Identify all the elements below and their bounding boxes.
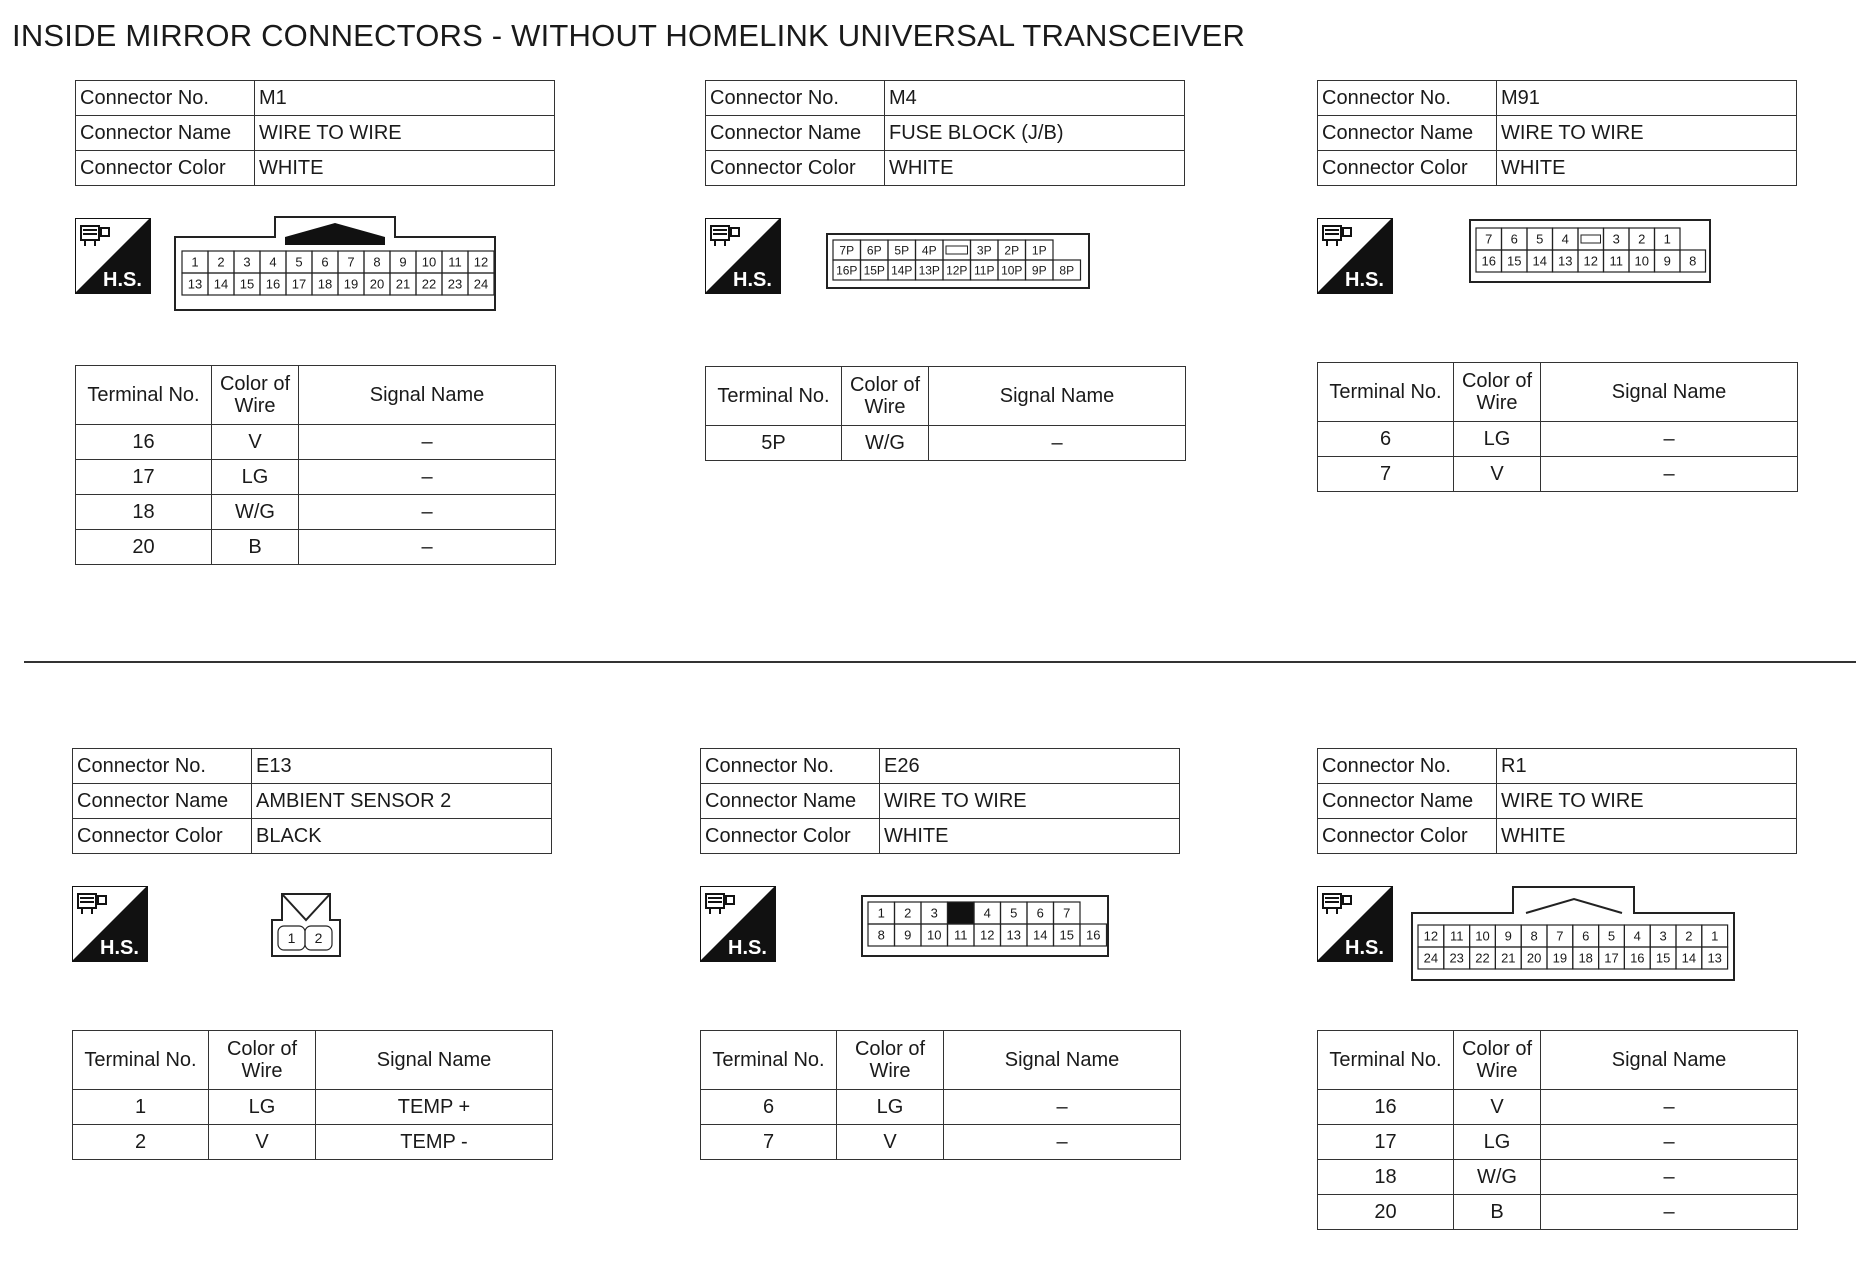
terminal-table-e13 xyxy=(72,1030,553,1160)
signal-name-cell: – xyxy=(299,530,556,565)
terminal-no-cell: 6 xyxy=(1318,422,1454,457)
terminal-no-cell: 18 xyxy=(76,495,212,530)
connector-pin-label: 8 xyxy=(877,927,885,943)
wire-color-cell: V xyxy=(209,1125,316,1160)
hs-label: H.S. xyxy=(728,937,767,959)
harness-side-icon xyxy=(72,886,148,962)
connector-pin-label: 15P xyxy=(863,263,885,278)
connector-pin-label: 10P xyxy=(1001,263,1023,278)
connector-color-value: WHITE xyxy=(880,819,1180,854)
connector-name-label: Connector Name xyxy=(706,116,885,151)
connector-info-m91 xyxy=(1317,80,1797,186)
connector-pin-label: 12 xyxy=(1423,928,1439,944)
terminal-row xyxy=(73,1125,553,1160)
connector-pin-label: 7 xyxy=(347,254,355,270)
signal-name-cell: – xyxy=(299,425,556,460)
connector-pin-label: 12P xyxy=(946,263,968,278)
connector-pin-label: 12 xyxy=(473,254,489,270)
connector-info-e26 xyxy=(700,748,1180,854)
harness-side-icon xyxy=(75,218,151,294)
connector-pin-label: 24 xyxy=(473,276,489,292)
connector-pin-label: 13P xyxy=(918,263,940,278)
signal-name-cell: – xyxy=(1541,457,1798,492)
hs-label: H.S. xyxy=(1345,269,1384,291)
connector-pin-label: 8 xyxy=(1530,928,1538,944)
signal-name-header: Signal Name xyxy=(929,367,1186,426)
terminal-row xyxy=(76,460,556,495)
terminal-row xyxy=(76,495,556,530)
connector-name-value: WIRE TO WIRE xyxy=(880,784,1180,819)
hs-label: H.S. xyxy=(100,937,139,959)
connector-pin-label: 7P xyxy=(839,243,855,258)
signal-name-cell: – xyxy=(299,460,556,495)
signal-name-cell: TEMP - xyxy=(316,1125,553,1160)
connector-no-label: Connector No. xyxy=(73,749,252,784)
connector-pin-label: 12 xyxy=(980,927,995,943)
terminal-row xyxy=(706,426,1186,461)
terminal-no-header: Terminal No. xyxy=(76,366,212,425)
connector-pin-label: 2 xyxy=(904,905,912,921)
connector-pin-label: 19 xyxy=(1552,950,1568,966)
connector-pin-label: 5P xyxy=(894,243,910,258)
signal-name-header: Signal Name xyxy=(316,1031,553,1090)
connector-name-value: WIRE TO WIRE xyxy=(1497,784,1797,819)
connector-color-label: Connector Color xyxy=(1318,151,1497,186)
connector-pin-label: 2 xyxy=(1685,928,1693,944)
terminal-table-m4 xyxy=(705,366,1186,461)
connector-pin-label: 4P xyxy=(921,243,937,258)
connector-pin-label: 15 xyxy=(239,276,255,292)
harness-side-icon xyxy=(705,218,781,294)
wire-color-cell: LG xyxy=(837,1090,944,1125)
connector-pin-label: 12 xyxy=(1583,253,1598,269)
terminal-no-cell: 20 xyxy=(1318,1195,1454,1230)
terminal-no-cell: 2 xyxy=(73,1125,209,1160)
terminal-row xyxy=(1318,457,1798,492)
connector-color-value: WHITE xyxy=(1497,151,1797,186)
connector-pin-label: 3 xyxy=(1612,231,1620,247)
connector-pin-label: 13 xyxy=(187,276,203,292)
connector-pin-label: 1 xyxy=(877,905,885,921)
wire-color-header: Color of Wire xyxy=(212,366,299,425)
connector-no-label: Connector No. xyxy=(1318,81,1497,116)
terminal-no-cell: 7 xyxy=(1318,457,1454,492)
connector-color-value: WHITE xyxy=(1497,819,1797,854)
connector-pin-label: 6P xyxy=(866,243,882,258)
page-title: INSIDE MIRROR CONNECTORS - WITHOUT HOMELINK UNIVERSAL TRANSCEIVER xyxy=(12,18,1246,53)
connector-no-value: M91 xyxy=(1497,81,1797,116)
connector-pin-label: 16 xyxy=(1481,253,1496,269)
terminal-table-m1 xyxy=(75,365,556,565)
connector-pin-label: 15 xyxy=(1655,950,1671,966)
signal-name-cell: – xyxy=(1541,1090,1798,1125)
connector-pin-label: 1 xyxy=(191,254,199,270)
connector-pin-label: 4 xyxy=(983,905,991,921)
wire-color-cell: B xyxy=(1454,1195,1541,1230)
connector-key-slot xyxy=(943,240,971,260)
terminal-no-cell: 16 xyxy=(76,425,212,460)
terminal-table-r1 xyxy=(1317,1030,1798,1230)
connector-pin-label: 24 xyxy=(1423,950,1439,966)
wire-color-header: Color of Wire xyxy=(1454,363,1541,422)
connector-pin-label: 3P xyxy=(976,243,992,258)
terminal-no-header: Terminal No. xyxy=(1318,1031,1454,1090)
connector-pin-label: 2 xyxy=(1638,231,1646,247)
connector-pin-label: 9P xyxy=(1031,263,1047,278)
connector-name-value: AMBIENT SENSOR 2 xyxy=(252,784,552,819)
terminal-row xyxy=(1318,1125,1798,1160)
hs-label: H.S. xyxy=(103,269,142,291)
connector-pin-label: 20 xyxy=(1526,950,1542,966)
connector-pin-label: 8 xyxy=(1689,253,1697,269)
signal-name-cell: – xyxy=(299,495,556,530)
connector-pin-label: 11 xyxy=(1449,928,1464,944)
connector-pin-label: 5 xyxy=(1010,905,1018,921)
connector-pin-label: 10 xyxy=(1634,253,1649,269)
harness-side-icon xyxy=(1317,218,1393,294)
connector-color-label: Connector Color xyxy=(701,819,880,854)
connector-pin-label: 10 xyxy=(1475,928,1490,944)
terminal-table-m91 xyxy=(1317,362,1798,492)
terminal-row xyxy=(76,425,556,460)
connector-no-label: Connector No. xyxy=(701,749,880,784)
signal-name-cell: – xyxy=(1541,1195,1798,1230)
connector-pin-label: 16P xyxy=(836,263,858,278)
connector-key-slot xyxy=(948,902,975,924)
connector-pin-label: 1P xyxy=(1031,243,1047,258)
signal-name-header: Signal Name xyxy=(944,1031,1181,1090)
connector-pin-label: 5 xyxy=(1536,231,1544,247)
wire-color-cell: V xyxy=(1454,457,1541,492)
connector-pin-label: 14 xyxy=(1681,950,1697,966)
connector-pin-label: 3 xyxy=(243,254,251,270)
connector-pin-label: 18 xyxy=(1578,950,1593,966)
connector-info-e13 xyxy=(72,748,552,854)
connector-name-value: WIRE TO WIRE xyxy=(1497,116,1797,151)
signal-name-cell: – xyxy=(1541,1160,1798,1195)
connector-pin-label: 16 xyxy=(265,276,281,292)
connector-color-value: WHITE xyxy=(255,151,555,186)
terminal-row xyxy=(1318,1090,1798,1125)
hs-label: H.S. xyxy=(733,269,772,291)
signal-name-cell: – xyxy=(944,1090,1181,1125)
connector-name-label: Connector Name xyxy=(1318,784,1497,819)
connector-pin-label: 8 xyxy=(373,254,381,270)
connector-no-label: Connector No. xyxy=(1318,749,1497,784)
terminal-row xyxy=(73,1090,553,1125)
connector-no-value: E13 xyxy=(252,749,552,784)
connector-pin-label: 3 xyxy=(930,905,938,921)
signal-name-cell: – xyxy=(1541,422,1798,457)
connector-color-value: BLACK xyxy=(252,819,552,854)
signal-name-cell: – xyxy=(1541,1125,1798,1160)
connector-pin-label: 3 xyxy=(1659,928,1667,944)
connector-face-m4 xyxy=(825,232,1093,292)
wire-color-header: Color of Wire xyxy=(837,1031,944,1090)
connector-no-value: R1 xyxy=(1497,749,1797,784)
connector-pin-label: 14 xyxy=(1532,253,1547,269)
terminal-no-cell: 7 xyxy=(701,1125,837,1160)
connector-name-value: WIRE TO WIRE xyxy=(255,116,555,151)
signal-name-cell: TEMP + xyxy=(316,1090,553,1125)
connector-key-mark xyxy=(946,246,968,254)
connector-pin-label: 4 xyxy=(1561,231,1569,247)
connector-info-m1 xyxy=(75,80,555,186)
connector-pin-label: 17 xyxy=(291,276,307,292)
connector-pin-label: 23 xyxy=(447,276,463,292)
hs-label: H.S. xyxy=(1345,937,1384,959)
connector-no-label: Connector No. xyxy=(706,81,885,116)
connector-pin-label: 21 xyxy=(1501,950,1516,966)
wire-color-cell: W/G xyxy=(842,426,929,461)
connector-pin-label: 18 xyxy=(317,276,333,292)
connector-pin-label: 16 xyxy=(1086,927,1101,943)
wire-color-cell: B xyxy=(212,530,299,565)
wire-color-header: Color of Wire xyxy=(209,1031,316,1090)
connector-no-value: E26 xyxy=(880,749,1180,784)
connector-face-e13 xyxy=(268,890,344,962)
connector-pin-label: 13 xyxy=(1707,950,1722,966)
terminal-no-cell: 5P xyxy=(706,426,842,461)
wire-color-cell: LG xyxy=(212,460,299,495)
connector-pin-label: 2 xyxy=(314,930,323,947)
connector-face-m91 xyxy=(1468,218,1714,286)
connector-pin-label: 11 xyxy=(954,927,968,943)
connector-color-label: Connector Color xyxy=(73,819,252,854)
connector-pin-label: 16 xyxy=(1630,950,1645,966)
connector-pin-label: 15 xyxy=(1507,253,1522,269)
terminal-no-cell: 20 xyxy=(76,530,212,565)
connector-pin-label: 15 xyxy=(1059,927,1074,943)
connector-name-label: Connector Name xyxy=(73,784,252,819)
connector-name-value: FUSE BLOCK (J/B) xyxy=(885,116,1185,151)
signal-name-header: Signal Name xyxy=(299,366,556,425)
connector-pin-label: 5 xyxy=(1607,928,1616,944)
wire-color-header: Color of Wire xyxy=(842,367,929,426)
section-divider xyxy=(24,661,1856,663)
terminal-no-cell: 17 xyxy=(1318,1125,1454,1160)
terminal-no-header: Terminal No. xyxy=(1318,363,1454,422)
terminal-no-header: Terminal No. xyxy=(706,367,842,426)
signal-name-header: Signal Name xyxy=(1541,1031,1798,1090)
connector-pin-label: 20 xyxy=(369,276,385,292)
connector-name-label: Connector Name xyxy=(76,116,255,151)
connector-pin-label: 9 xyxy=(399,254,407,270)
terminal-no-cell: 1 xyxy=(73,1090,209,1125)
terminal-row xyxy=(1318,1160,1798,1195)
connector-pin-label: 11 xyxy=(448,254,462,270)
terminal-no-cell: 6 xyxy=(701,1090,837,1125)
connector-pin-label: 11 xyxy=(1609,253,1623,269)
terminal-row xyxy=(701,1125,1181,1160)
connector-pin-label: 13 xyxy=(1558,253,1573,269)
connector-pin-label: 7 xyxy=(1063,905,1071,921)
terminal-table-e26 xyxy=(700,1030,1181,1160)
connector-pin-label: 9 xyxy=(1504,928,1512,944)
wire-color-cell: LG xyxy=(1454,422,1541,457)
connector-pin-label: 5 xyxy=(295,254,303,270)
connector-no-value: M4 xyxy=(885,81,1185,116)
connector-pin-label: 6 xyxy=(321,254,329,270)
wire-color-cell: V xyxy=(1454,1090,1541,1125)
connector-pin-label: 14 xyxy=(1033,927,1048,943)
wire-color-header: Color of Wire xyxy=(1454,1031,1541,1090)
connector-pin-label: 14P xyxy=(891,263,913,278)
wire-color-cell: V xyxy=(212,425,299,460)
wire-color-cell: LG xyxy=(1454,1125,1541,1160)
wire-color-cell: W/G xyxy=(212,495,299,530)
connector-pin-label: 19 xyxy=(343,276,359,292)
connector-pin-label: 22 xyxy=(1475,950,1490,966)
connector-color-value: WHITE xyxy=(885,151,1185,186)
connector-color-label: Connector Color xyxy=(706,151,885,186)
terminal-row xyxy=(701,1090,1181,1125)
connector-info-r1 xyxy=(1317,748,1797,854)
signal-name-header: Signal Name xyxy=(1541,363,1798,422)
connector-pin-label: 9 xyxy=(1663,253,1671,269)
terminal-row xyxy=(76,530,556,565)
connector-pin-label: 6 xyxy=(1510,231,1518,247)
connector-pin-label: 7 xyxy=(1556,928,1564,944)
connector-pin-label: 8P xyxy=(1059,263,1075,278)
harness-side-icon xyxy=(700,886,776,962)
connector-pin-label: 17 xyxy=(1604,950,1619,966)
harness-side-icon xyxy=(1317,886,1393,962)
connector-pin-label: 7 xyxy=(1485,231,1493,247)
connector-name-label: Connector Name xyxy=(1318,116,1497,151)
connector-no-value: M1 xyxy=(255,81,555,116)
connector-pin-label: 1 xyxy=(1711,928,1719,944)
signal-name-cell: – xyxy=(944,1125,1181,1160)
terminal-row xyxy=(1318,422,1798,457)
connector-pin-label: 10 xyxy=(927,927,942,943)
connector-pin-label: 21 xyxy=(395,276,411,292)
connector-pin-label: 1 xyxy=(287,930,296,947)
connector-face-m1 xyxy=(170,215,510,315)
connector-name-label: Connector Name xyxy=(701,784,880,819)
connector-pin-label: 2 xyxy=(217,254,225,270)
connector-color-label: Connector Color xyxy=(1318,819,1497,854)
connector-pin-label: 4 xyxy=(1633,928,1641,944)
connector-info-m4 xyxy=(705,80,1185,186)
terminal-no-cell: 17 xyxy=(76,460,212,495)
connector-pin-label: 1 xyxy=(1663,231,1671,247)
signal-name-cell: – xyxy=(929,426,1186,461)
wire-color-cell: LG xyxy=(209,1090,316,1125)
connector-pin-label: 4 xyxy=(269,254,277,270)
connector-pin-label: 11P xyxy=(974,263,995,278)
terminal-no-cell: 16 xyxy=(1318,1090,1454,1125)
connector-face-e26 xyxy=(860,894,1112,960)
connector-pin-label: 14 xyxy=(213,276,229,292)
terminal-no-cell: 18 xyxy=(1318,1160,1454,1195)
connector-pin-label: 6 xyxy=(1036,905,1044,921)
connector-color-label: Connector Color xyxy=(76,151,255,186)
connector-pin-label: 13 xyxy=(1006,927,1021,943)
connector-pin-label: 10 xyxy=(421,254,437,270)
wire-color-cell: W/G xyxy=(1454,1160,1541,1195)
connector-no-label: Connector No. xyxy=(76,81,255,116)
wire-color-cell: V xyxy=(837,1125,944,1160)
connector-face-r1 xyxy=(1408,885,1740,985)
connector-key-mark xyxy=(1581,235,1601,243)
connector-pin-label: 2P xyxy=(1004,243,1020,258)
terminal-row xyxy=(1318,1195,1798,1230)
terminal-no-header: Terminal No. xyxy=(73,1031,209,1090)
terminal-no-header: Terminal No. xyxy=(701,1031,837,1090)
connector-pin-label: 22 xyxy=(421,276,437,292)
connector-pin-label: 23 xyxy=(1449,950,1464,966)
connector-pin-label: 6 xyxy=(1582,928,1590,944)
connector-key-slot xyxy=(1578,228,1604,250)
connector-pin-label: 9 xyxy=(904,927,912,943)
